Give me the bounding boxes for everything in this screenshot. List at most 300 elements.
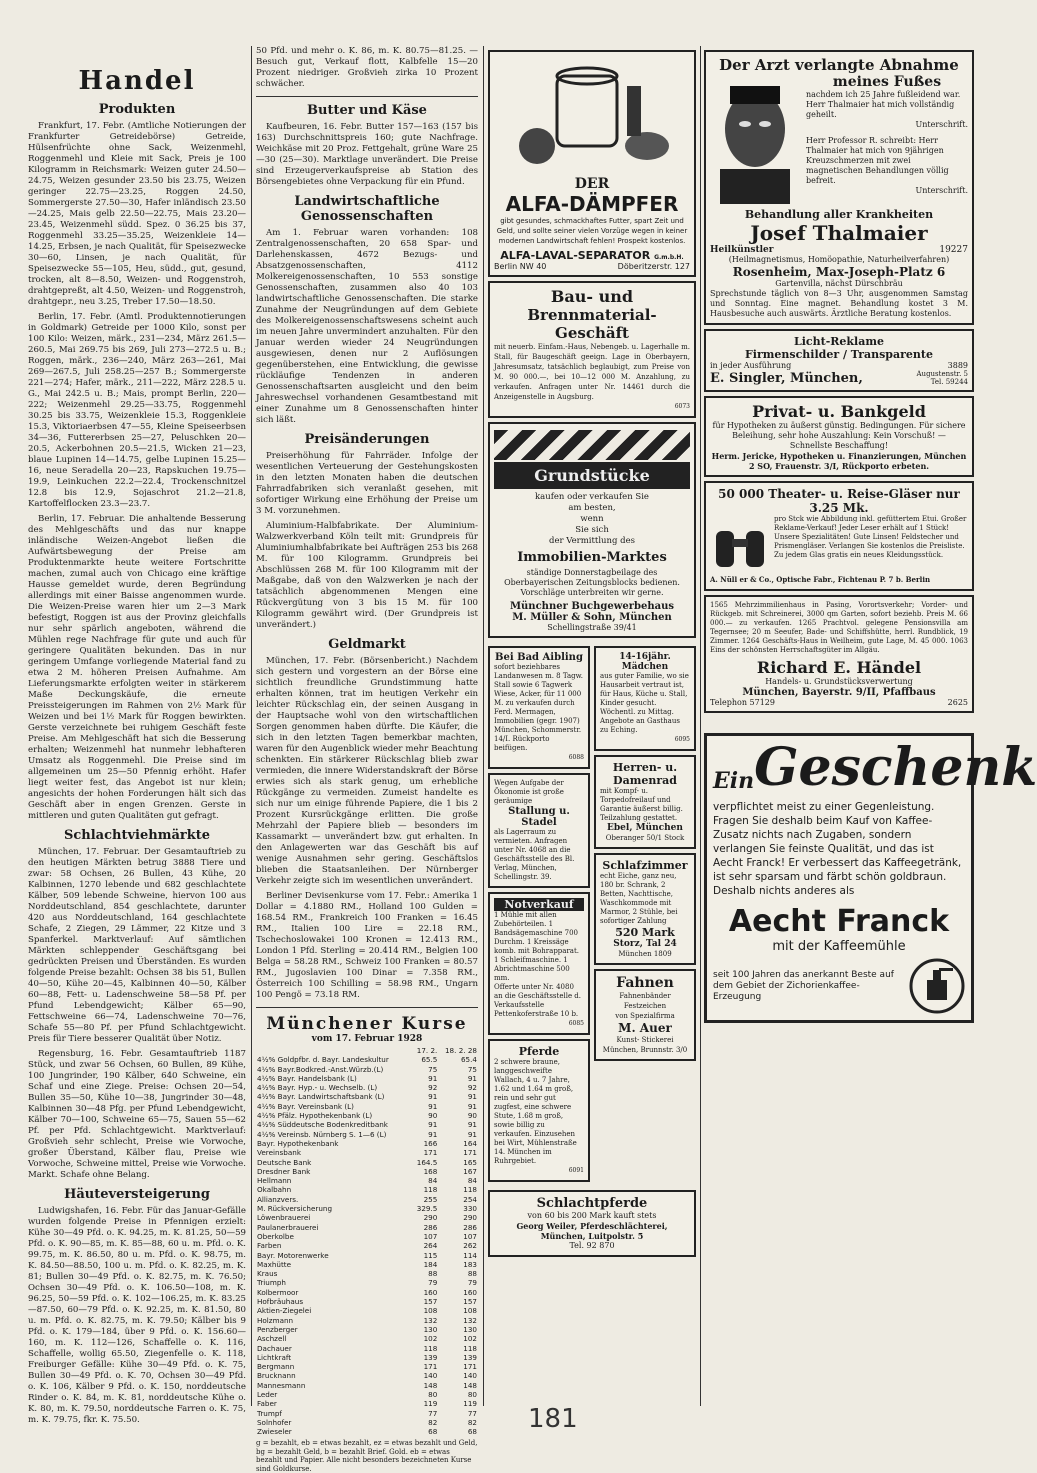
divider [256,96,478,97]
kurse-cell-a: 91 [428,1073,438,1083]
immob-tel: Telephon 57129 [710,698,775,707]
ad-theater [704,481,974,591]
schlaf-city: München [618,950,652,958]
kurse-cell-name: Brucknann [257,1371,296,1381]
theater-title: 50 000 Theater- u. Reise-Gläser nur 3.25 Mk. [718,487,960,515]
kurse-cell-b: 160 [463,1287,477,1297]
fahnen-firm: M. Auer [618,1021,672,1035]
kurse-cell-name: Okalbahn [257,1185,292,1195]
herren-firm: Ebel, München [607,823,683,833]
column-markets [256,46,478,1473]
kurse-cell-a: 92 [428,1083,438,1093]
kurse-cell-name: Solnhofer [257,1417,292,1427]
kurse-cell-name: M. Rückversicherung [257,1204,333,1214]
kurse-row [256,1074,478,1083]
kurse-cell-b: 68 [467,1427,477,1437]
kurse-cell-a: 157 [423,1297,438,1307]
kurse-cell-name: 4½% Bayr.Bodkred.-Anst.Würzb.(L) [257,1064,384,1074]
kurse-cell-a: 91 [428,1101,438,1111]
franck-tag-1: mit der Kaffeemühle [772,939,906,954]
privat-firm: Herm. Jericke, Hypotheken u. Finanzierungen, München 2 SO, Frauenstr. 3/I, Rückporto erbeten. [711,451,967,471]
kurse-cell-b: 290 [463,1213,477,1223]
kurse-cell-a: 140 [423,1371,438,1381]
kurse-row [256,1278,478,1287]
genossen-heading: Landwirtschaftliche Genossenschaften [294,194,440,224]
kurse-cell-b: 118 [463,1343,477,1353]
kurse-cell-a: 91 [428,1129,438,1139]
kurse-cell-b: 130 [463,1324,477,1334]
kurse-heading: Münchener Kurse [266,1014,468,1034]
ad-privat [704,396,974,477]
kurse-cell-b: 119 [463,1399,477,1409]
kurse-cell-name: Farben [257,1241,282,1251]
kurse-cell-b: 84 [467,1176,477,1186]
kurse-cell-name: Trumpf [257,1408,282,1418]
ad-aibling [488,646,590,769]
fahnen-line-1: Fahnenbänder [619,992,671,1000]
schlachtpferde-firm: Georg Weiler, Pferdeschlächterei, München, Luitpolstr. 5 [516,1221,668,1241]
bau-title-1: Bau- und [550,287,634,306]
kurse-cell-b: 171 [463,1362,477,1372]
kurse-row [256,1055,478,1064]
kurse-cell-b: 108 [463,1306,477,1316]
kurse-row [256,1353,478,1362]
kurse-cell-name: 4½% Vereinsb. Nürnberg S. 1—6 (L) [257,1129,387,1139]
kurse-cell-b: 140 [463,1371,477,1381]
kurse-col-b: 18. 2. 28 [444,1046,477,1055]
fahnen-line-2: Festzeichen [623,1002,667,1010]
kurse-cell-name: 4½% Bayr. Landwirtschaftsbank (L) [257,1092,385,1102]
maedchen-code: 6095 [674,736,690,743]
kurse-cell-name: Aschzell [257,1334,287,1344]
haeute-continued: 50 Pfd. und mehr o. K. 86, m. K. 80.75—81.25. — Besuch gut, Verkauf flott, Kalbfelle 15—20 Prozent niedriger. Großvieh zirka 10 Prozent schwächer. [256,46,478,89]
kurse-cell-a: 88 [428,1269,438,1279]
kurse-row [256,1399,478,1408]
herren-addr: Oberanger 50/1 Stock [605,834,685,842]
aibling-text: sofort beziehbares Landanwesen m. 8 Tagw. Stall sowie 6 Tagwerk Wiese, Acker, für 11 000 M. zu verkaufen durch Ferd. Mermagen, Immobilien (gegr. 1907) München, Schommerstr. 14/I. Rückporto beifügen. [494,663,584,752]
kurse-footnote: g = bezahlt, eb = etwas bezahlt, ez = etwas bezahlt und Geld, bg = bezahlt Geld, b = bezahlt Brief. Gold. eb = etwas bezahlt und Papier. Alle nicht besonders bezeichneten Kurse sind Goldkurse. [256,1439,478,1473]
geld-boersenbericht: München, 17. Febr. (Börsenbericht.) Nachdem sich gestern und vorgestern an der Börse eine sichtlich freundliche Grundstimmung hatte erhalten können, trat im heutigen Verkehr ein leichter Rückschlag ein, der seinen Ausgang in der Hauptsache wohl von den wirtschaftlichen Sorgen genommen haben dürfte. Die Käufer, die sich in den letzten Tagen bemerkbar machten, waren für den Augenblick wieder mehr Beachtung schenkten. Ein stärkerer Rückschlag blieb zwar vermieden, die innere Widerstandskraft der Börse erwies sich als stark genug, um erhebliche Rückgänge zu vermeiden. Zumeist handelte es sich nur um einige führende Papiere, die 1 bis 2 Prozent Kursrückgänge erlitten. Die große Mehrzahl der Papiere blieb — besonders im Kassamarkt — unverändert bzw. gut erhalten. In den Anlagewerten war das Geschäft bis auf wenige Ausnahmen sehr gering. Geschäftslos blieben die Staatsanleihen. Der Nürnberger Verkehr zeigte sich im wesentlichen unverändert. [256,656,478,886]
kurse-cell-name: Mannesmann [257,1380,306,1390]
alfa-company-suffix: G.m.b.H. [654,254,684,261]
kurse-cell-a: 118 [423,1185,438,1195]
kurse-cell-a: 84 [428,1176,438,1186]
kurse-cell-a: 68 [428,1427,438,1437]
kurse-cell-a: 255 [423,1194,438,1204]
kurse-cell-a: 160 [423,1287,438,1297]
immob-addr: München, Bayerstr. 9/II, Pfaffbaus [742,687,936,698]
schlaf-price: 520 Mark [615,926,675,939]
theater-text: pro Stck wie Abbildung inkl. gefüttertem Etui. Großer Reklame-Verkauf! Jeder Leser erhält auf 1 Stück! Unsere Spezialitäten! Gute Linsen! Feldstecher und Prismengläser. Verlangen Sie kostenlos die Preisliste. Zu jedem Glas gratis ein neues Kleidungsstück. [774,515,967,559]
kurse-row [256,1232,478,1241]
kurse-cell-b: 167 [463,1166,477,1176]
kurse-row [256,1213,478,1222]
kurse-col-a: 17. 2. [416,1046,438,1055]
franck-title-1: Ein [713,768,755,794]
schlachtpferde-title: Schlachtpferde [536,1196,648,1211]
kurse-cell-a: 75 [428,1064,438,1074]
kurse-cell-b: 183 [463,1259,477,1269]
arzt-addr: Rosenheim, Max-Joseph-Platz 6 [732,265,946,279]
kurse-row [256,1130,478,1139]
fahnen-title: Fahnen [616,975,674,991]
kurse-cell-b: 114 [463,1250,477,1260]
pferde-code: 6091 [568,1167,584,1174]
notverkauf-code: 6085 [568,1020,584,1027]
kurse-cell-b: 254 [463,1194,477,1204]
arzt-method: (Heilmagnetismus, Homöopathie, Naturheilverfahren) [728,255,950,264]
ad-maedchen [594,646,696,751]
kurse-cell-a: 286 [423,1222,438,1232]
ad-schlachtpferde [488,1190,696,1257]
kurse-cell-a: 77 [428,1408,438,1418]
produkten-berlin: Berlin, 17. Febr. (Amtl. Produktennotierungen in Goldmark) Getreide per 1000 Kilo, sonst per 100 Kilo: Weizen, märk., 231—234, März 261.5—260.5, Mai 269.75 bis 269, Juli 273—272.5 u. B.; Roggen, märk., 236—240, März 263—261, Mai 269—267.5, Juli 258.25—257 B.; Sommergerste 221—274; Hafer, märk., 211—222, März 228.5 u. G., Mai 242.5 u. B.; Mais, prompt Berlin, 220—222; Weizenmehl 29.25—33.75, Roggenmehl 30.25 bis 33.75, Weizenkleie 15.3, Roggenkleie 15.3, Viktoriaerbsen 47—55, Kleine Speiseerbsen 34—36, Futtererbsen 25—27, Peluschken 20—20.5, Ackerbohnen 20.5—21.5, Wicken 21—23, blaue Lupinen 14—14.75, gelbe Lupinen 15.25—16, neue Seradella 20—23, Rapskuchen 19.75—19.9, Leinkuchen 22.2—22.4, Trockenschnitzel 12.8 bis 12.9, Sojaschrot 21.2—21.8, Kartoffelflocken 23.3—23.7. [28,312,246,509]
butter-heading: Butter und Käse [307,103,427,118]
kurse-row [256,1362,478,1371]
alfa-street: Döberitzerstr. 127 [617,262,690,271]
kurse-row [256,1316,478,1325]
alfa-der: DER [574,176,610,192]
aibling-code: 6088 [568,754,584,761]
divider [256,1007,478,1008]
kurse-row [256,1371,478,1380]
kurse-cell-b: 92 [467,1083,477,1093]
ad-franck [704,733,1037,1023]
pferde-text: 2 schwere braune, langgeschweifte Wallach, 4 u. 7 Jahre, 1.62 und 1.64 m groß, rein und sehr gut zugfest, eine schwere Stute, 1.68 m groß, sowie billig zu verkaufen. Einzusehen bei Wirt, Mühlenstraße 14. München im Ruhrgebiet. [494,1058,577,1165]
kurse-date: vom 17. Februar 1928 [311,1034,423,1044]
kurse-row [256,1334,478,1343]
immob-sub: Handels- u. Grundstücksverwertung [765,677,913,686]
licht-tel: Tel. 59244 [930,378,968,386]
column-rule [700,46,701,1406]
bau-code: 6073 [674,403,690,410]
kurse-cell-a: 171 [423,1148,438,1158]
kurse-cell-name: Holzmann [257,1315,294,1325]
fahnen-line-4: Kunst- Stickerei [616,1036,674,1044]
franck-title-2: Geschenk [754,737,1037,798]
arzt-signature-2: Unterschrift. [915,186,968,195]
kurse-row [256,1158,478,1167]
alfa-steamer-icon [497,56,687,176]
grund-line-1: kaufen oder verkaufen Sie [535,492,649,502]
column-ads-right [704,46,1037,1406]
kurse-cell-name: Faber [257,1399,277,1409]
grund-line-3: wenn [580,514,604,524]
kurse-cell-a: 168 [423,1166,438,1176]
kurse-row [256,1148,478,1157]
kurse-row [256,1418,478,1427]
kurse-cell-a: 264 [423,1241,438,1251]
kurse-cell-a: 118 [423,1343,438,1353]
kurse-cell-name: Maxhütte [257,1259,292,1269]
kurse-row [256,1409,478,1418]
kurse-cell-name: Kolbermoor [257,1287,299,1297]
kurse-row [256,1390,478,1399]
kurse-cell-b: 75 [467,1064,477,1074]
kurse-cell-name: Penzberger [257,1324,298,1334]
kurse-cell-b: 164 [463,1138,477,1148]
kurse-row [256,1176,478,1185]
kurse-cell-a: 139 [423,1352,438,1362]
ad-bau [488,281,696,418]
kurse-cell-b: 157 [463,1297,477,1307]
kurse-cell-name: Dresdner Bank [257,1166,311,1176]
kurse-cell-name: Triumph [257,1278,286,1288]
kurse-cell-b: 102 [463,1334,477,1344]
kurse-row [256,1139,478,1148]
geld-heading: Geldmarkt [328,637,406,652]
arzt-behandlung: Behandlung aller Krankheiten [744,208,934,221]
kurse-row [256,1381,478,1390]
privat-title: Privat- u. Bankgeld [752,402,926,421]
kurse-cell-b: 91 [467,1101,477,1111]
arzt-num: 19227 [939,245,968,255]
butter-text: Kaufbeuren, 16. Febr. Butter 157—163 (157 bis 163) Durchschnittspreis 160; gute Nachfrage. Weichkäse mit 20 Proz. Fettgehalt, grüne Ware 25—30 (25—30). Marktlage unverändert. Die Preise sind Erzeugerverkaufspreise ab Station des Börsengebietes ohne Verpackung für ein Pfund. [256,122,478,187]
ad-pferde [488,1039,590,1182]
stallung-text-2: als Lagerraum zu vermieten. Anfragen unter Nr. 4068 an die Geschäftsstelle des Bl. Verlag, München, Schellingstr. 39. [494,828,575,881]
kurse-cell-name: Hellmann [257,1176,292,1186]
kurse-row [256,1325,478,1334]
licht-code: 3889 [947,361,968,370]
arzt-name: Josef Thalmaier [750,221,928,245]
ad-schlafzimmer [594,853,696,965]
bau-title-2: Brennmaterial-Geschäft [527,306,657,342]
kurse-cell-name: Bayr. Motorenwerke [257,1250,329,1260]
kurse-cell-b: 82 [467,1417,477,1427]
kurse-cell-name: Aktien-Ziegelei [257,1306,312,1316]
kurse-cell-a: 329.5 [416,1204,438,1214]
kurse-cell-b: 77 [467,1408,477,1418]
kurse-row [256,1102,478,1111]
alfa-illustration [494,56,690,176]
maedchen-text: aus guter Familie, wo sie Hausarbeit vertraut ist, für Haus, Küche u. Stall, Kinder gesucht. Wöchentl. zu Mittag. Angebote an Gasthaus zu Eching. [600,672,689,734]
kurse-row [256,1251,478,1260]
kurse-cell-name: Allianzvers. [257,1194,299,1204]
kurse-col-name [256,1046,412,1055]
kurse-cell-b: 262 [463,1241,477,1251]
kurse-cell-b: 91 [467,1120,477,1130]
kurse-cell-a: 119 [423,1399,438,1409]
schlachtpferde-text: von 60 bis 200 Mark kauft stets [527,1211,657,1220]
kurse-row [256,1083,478,1092]
alfa-desc: gibt gesundes, schmackhaftes Futter, spart Zeit und Geld, und sollte seiner vielen Vorzüge wegen in keiner modernen Landwirtschaft fehlen! Prospekt kostenlos. [496,217,688,245]
arzt-signature-1: Unterschrift. [915,120,968,129]
kurse-row [256,1167,478,1176]
schlachtvieh-heading: Schlachtviehmärkte [63,828,210,843]
kurse-cell-a: 130 [423,1324,438,1334]
grund-title: Grundstücke [494,462,690,489]
kurse-cell-name: Vereinsbank [257,1148,301,1158]
aibling-title: Bei Bad Aibling [495,652,583,663]
immob-firm: Richard E. Händel [756,658,922,677]
pferde-title: Pferde [518,1045,560,1058]
licht-street: Augustenstr. 5 [916,370,968,378]
column-rule [251,46,252,1406]
kurse-cell-b: 148 [463,1380,477,1390]
kurse-cell-b: 286 [463,1222,477,1232]
ad-herren [594,755,696,849]
kurse-cell-name: Hofbräuhaus [257,1297,304,1307]
arzt-title-1: Der Arzt verlangte Abnahme [719,56,959,74]
stallung-title: Stallung u. Stadel [508,806,570,828]
immob-code: 2625 [947,698,968,707]
kurse-cell-a: 164.5 [416,1157,438,1167]
kurse-cell-a: 91 [428,1092,438,1102]
kurse-row [256,1297,478,1306]
kurse-cell-a: 82 [428,1417,438,1427]
ad-grundstuecke [488,422,696,638]
kurse-cell-b: 118 [463,1185,477,1195]
fahnen-line-3: von Spezialfirma [615,1012,675,1020]
kurse-cell-a: 132 [423,1315,438,1325]
kurse-cell-name: Zwieseler [257,1427,292,1437]
kurse-row [256,1427,478,1436]
kurse-row [256,1260,478,1269]
produkten-heading: Produkten [98,102,176,117]
ad-licht [704,329,974,392]
ad-thalmaier [704,50,974,325]
arzt-hours: Sprechstunde täglich von 8—3 Uhr, ausgenommen Samstag und Sonntag. Eine magnet. Behandlung kostet 3 M. Hausbesuche auch auswärts. Ärztliche Beratung kostenlos. [710,289,968,318]
kurse-row [256,1204,478,1213]
kurse-cell-name: Löwenbrauerei [257,1213,311,1223]
kurse-cell-b: 91 [467,1129,477,1139]
kurse-row [256,1344,478,1353]
kurse-row [256,1092,478,1101]
kurse-cell-b: 90 [467,1111,477,1121]
kurse-cell-a: 102 [423,1334,438,1344]
kurse-cell-name: Oberkolbe [257,1231,294,1241]
kurse-cell-name: 4½% Goldpfbr. d. Bayr. Landeskultur [257,1055,389,1065]
kurse-cell-b: 80 [467,1389,477,1399]
schlaf-title: Schlafzimmer [602,859,688,872]
grund-line-4: Sie sich [575,525,609,535]
alfa-city: Berlin NW 40 [494,262,547,271]
alfa-brand: ALFA-DÄMPFER [505,192,679,216]
kurse-cell-a: 184 [423,1259,438,1269]
notverkauf-items: 1 Mühle mit allen Zubehörteilen. 1 Bandsägemaschine 700 Durchm. 1 Kreissäge komb. mit Bohrapparat. 1 Schleifmaschine. 1 Abrichtmaschine 500 mm. [494,911,580,982]
column-ads-middle [488,46,696,1406]
kurse-cell-a: 290 [423,1213,438,1223]
immob-text: 1565 Mehrzimmilienhaus in Pasing, Vorortsverkehr; Vorder- und Rückgeb. mit Schreinerei, 3000 qm Garten, sofort beziehb. Preis M. 66 000.— zu verkaufen. 1265 Prachtvol. gelegene Pensionsvilla am Tegernsee; 20 m Seeufer, Bade- und Schiffshütte, herrl. Rundblick, 19 Zimmer. 1264 Geschäfts-Haus in Weilheim, gute Lage, M. 45 000. 1063 Eins der schönsten Herrschaftsgüter im Allgäu. [710,601,968,654]
kurse-cell-name: 4½% Bayr. Hyp.- u. Wechselb. (L) [257,1083,378,1093]
grund-line-7: Oberbayerischen Zeitungsblocks bedienen. [504,578,680,587]
herren-title: Herren- u. Damenrad [612,761,678,787]
kurse-cell-b: 91 [467,1073,477,1083]
kurse-cell-b: 330 [463,1204,477,1214]
schlachtpferde-tel: Tel. 92 870 [569,1241,615,1250]
grund-stripes [494,430,690,460]
licht-line-2: Firmenschilder / Transparente [744,348,933,361]
herren-text: mit Kompf- u. Torpedofreilauf und Garantie äußerst billig. Teilzahlung gestattet. [600,787,683,822]
schlaf-firm: Storz, Tal 24 [613,939,677,949]
kurse-cell-a: 166 [423,1138,438,1148]
kurse-cell-a: 107 [423,1231,438,1241]
section-title-handel: Handel [78,66,196,96]
kurse-cell-a: 108 [423,1306,438,1316]
arzt-title-2: meines Fußes [832,74,942,90]
produkten-frankfurt: Frankfurt, 17. Febr. (Amtliche Notierungen der Frankfurter Getreidebörse) Getreide, Hülsenfrüchte ohne Sack, Weizenmehl, Roggenmehl und Kleie mit Sack, Preis je 100 Kilogramm in Reichsmark: Weizen guter 24.50—24.75, Weizen gesunder 23.50 bis 23.75, Weizen geringer 22.75—23.25, Roggen 24.50, Sommergerste 27.50—30, Hafer inländisch 23.50—24.25, Mais gelb 22.50—22.75, Mais 23.20—23.45, Weizenmehl südd. Spez. 0 36.25 bis 37, Roggenmehl 33.25—35.25, Weizenkleie 14—14.25, Erbsen, je nach Qualität, für Speisezwecke 30—60, Linsen, je nach Qualität, für Speisezwecke 55—105, Heu, südd., gut, gesund, trocken, alt 8—8.50, Weizen- und Roggenstroh, drahtgepreßt, alt 4.50, Weizen- und Roggenstroh, drahtgepr., neu 3.25, Treber 17.50—18.50. [28,121,246,307]
kurse-row [256,1120,478,1129]
kurse-row [256,1111,478,1120]
geld-devisen: Berliner Devisenkurse vom 17. Febr.: Amerika 1 Dollar = 4.1880 RM., Holland 100 Gulden = 168.54 RM., Frankreich 100 Franken = 16.45 RM., Italien 100 Lire = 22.18 RM., Tschechoslowakei 100 Kronen = 12.413 RM., London 1 Pfd. Sterling = 20.414 RM., Belgien 100 Belga = 58.28 RM., Schweiz 100 Franken = 80.57 RM., Jugoslavien 100 Dinar = 7.358 RM., Österreich 100 Schilling = 58.98 RM., Ungarn 100 Pengö = 73.18 RM. [256,891,478,1000]
kurse-cell-name: Lichtkraft [257,1352,292,1362]
fahnen-line-5: München, Brunnstr. 3/0 [602,1046,688,1054]
column-handel [28,46,246,1425]
franck-tag-2: seit 100 Jahren das anerkannt Beste auf dem Gebiet der Zichorienkaffee-Erzeugung [713,969,894,1002]
ad-notverkauf [488,892,590,1035]
kurse-table [256,1046,478,1436]
page-number: 181 [528,1404,578,1434]
kurse-cell-b: 165 [463,1157,477,1167]
notverkauf-title: Notverkauf [494,898,584,911]
kurse-cell-a: 90 [428,1111,438,1121]
kurse-cell-a: 91 [428,1120,438,1130]
grund-line-5: der Vermittlung des [549,536,635,546]
grund-line-6: ständige Donnerstagbeilage des [526,568,658,577]
kurse-row [256,1241,478,1250]
licht-firm: E. Singler, München, [710,370,863,386]
schlachtvieh-muenchen: München, 17. Februar. Der Gesamtauftrieb zu den heutigen Märkten betrug 3888 Tiere und zwar: 58 Ochsen, 26 Bullen, 43 Kühe, 20 Kalbinnen, 1270 lebende und 682 geschlachtete Kälber, 509 lebende Schweine, hiervon 100 aus Norddeutschland, 854 geschlachtete, darunter 420 aus Norddeutschland, 164 geschlachtete Schafe, 2 Ziegen, 29 Lämmer, 22 Kitze und 3 Spanferkel. Marktverlauf: Auf sämtlichen Märkten schleppender Geschäftsgang bei gedrückten Preisen und Überständen. Es wurden folgende Preise bezahlt: Ochsen 38 bis 51, Bullen 40—50, Kühe 20—45, Kalbinnen 40—50, Kälber 60—88, Fett- u. Ladenschweine 58—58 Pf. per Pfund Lebendgewicht; Kälber 65—90, Fettschweine 66—74, Ladenschweine 70—76, Schafe 55—80 Pf. per Pfund Schlachtgewicht. Preis für Tiere besserer Qualität über Notiz. [28,847,246,1044]
kurse-cell-name: Bayr. Hypothekenbank [257,1138,339,1148]
haeute-heading: Häuteversteigerung [64,1187,210,1202]
arzt-role: Heilkünstler [710,245,774,255]
genossen-text: Am 1. Februar waren vorhanden: 108 Zentralgenossenschaften, 20 658 Spar- und Darlehenskassen, 4672 Bezugs- und Absatzgenossenschaften, 4112 Molkereigenossenschaften, 10 553 sonstige Genossenschaften, zusammen also 40 103 landwirtschaftliche Genossenschaften. Die starke Zunahme der Neugründungen auf dem Gebiete des Molkereigenossenschaftswesens scheint auch im neuen Jahre unvermindert anzuhalten. Für den Januar werden wieder 24 Neugründungen ausgewiesen, denen nur 2 Auflösungen gegenüberstehen, eine Entwicklung, die gewisse rückläufige Tendenzen in anderen Genossenschaftsarten ausgleicht und den beim Jahreswechsel vorhandenen Gesamtbestand mit einer Zunahme um 8 Genossenschaften hinter sich läßt. [256,228,478,425]
kurse-cell-a: 148 [423,1380,438,1390]
kurse-cell-name: Deutsche Bank [257,1157,312,1167]
franck-text: verpflichtet meist zu einer Gegenleistung. Fragen Sie deshalb beim Kauf von Kaffee-Zusatz nichts nach Zugaben, sondern verlangen Sie feinste Qualität, und das ist Aecht Franck! Er verbessert das Kaffeegetränk, ist sehr sparsam und färbt schön goldbraun. Deshalb nichts anderes als [713,801,962,897]
ad-alfa [488,50,696,277]
kurse-cell-a: 115 [423,1250,438,1260]
grund-line-2: am besten, [568,503,616,513]
preis-heading: Preisänderungen [304,432,430,447]
stallung-text: Wegen Aufgabe der Ökonomie ist große geräumige [494,779,564,805]
arzt-addr-2: Gartenvilla, nächst Dürschbräu [775,279,903,288]
grund-addr: Schellingstraße 39/41 [547,623,637,632]
kurse-cell-name: 4½% Süddeutsche Bodenkreditbank [257,1120,388,1130]
kurse-cell-b: 132 [463,1315,477,1325]
grund-org-2: M. Müller & Sohn, München [512,612,672,623]
haeute-ludwigshafen: Ludwigshafen, 16. Febr. Für das Januar-Gefälle wurden folgende Preise in Pfennigen erzielt: Kühe 30—49 Pfd. o. K. 94.25, m. K. 81.25, 50—59 Pfd. o. K. 90—85, m. K. 85—88, 60 u. m. Pfd. o. K. 99.75, m. K. 86.50, 80 u. m. Pfd. o. K. 98.75, m. K. 84.50—88.50, 100 u. m. Pfd. o. K. 82.25, m. K. 81; Bullen 30—49 Pfd. o. K. 82.75, m. K. 76.50; Ochsen 30—49 Pfd. o. K. 106.50—108, m. K. 96.25, 50—59 Pfd. o. K. 102—106.25, m. K. 83.25—87.50, 60—79 Pfd. o. K. 92.25, m. K. 81.50, 80 u. m. Pfd. o. K. 82.75, m. K. 79.50; Kälber bis 9 Pfd. o. K. 179—184, über 9 Pfd. o. K. 156.60—160, m. K. 112—126, Schaffelle o. K. 116, Schaffelle, wollig 65.50, Ziegenfelle o. K. 118, Freiburger Gefälle: Kühe 30—49 Pfd. o. K. 75, Bullen 30—49 Pfd. o. K. 70, Ochsen 30—49 Pfd. o. K. 106, Kälber 9 Pfd. o. K. 150, norddeutsche Rinder o. K. 84, m. K. 81, norddeutsche Kühe o. K. 80, m. K. 79.50, norddeutsche Farren o. K. 75, m. K. 79.75, fkr. K. 75.50. [28,1206,246,1425]
kurse-cell-name: 4½% Bayr. Handelsbank (L) [257,1073,357,1083]
kurse-cell-name: 4½% Pfälz. Hypothekenbank (L) [257,1111,373,1121]
column-rule [483,46,484,1406]
kurse-cell-name: Leder [257,1389,278,1399]
ad-fahnen [594,969,696,1061]
kurse-cell-b: 65.4 [460,1055,477,1065]
licht-line-3: in jeder Ausführung [710,361,792,370]
schlaf-code: 1809 [653,950,672,958]
alfa-company: ALFA-LAVAL-SEPARATOR [500,249,651,262]
kurse-cell-name: Kraus [257,1269,278,1279]
kurse-cell-a: 80 [428,1389,438,1399]
grund-line-8: Vorschläge unterbreiten wir gerne. [520,588,664,597]
grund-title-2: Immobilien-Marktes [517,550,667,565]
kurse-cell-name: Bergmann [257,1362,295,1372]
kurse-cell-a: 79 [428,1278,438,1288]
kurse-cell-b: 88 [467,1269,477,1279]
kurse-row [256,1185,478,1194]
kurse-row [256,1306,478,1315]
theater-firm: A. Nüll er & Co., Optische Fabr., Fichtenau P. 7 b. Berlin [710,575,931,584]
franck-brand: Aecht Franck [728,904,950,939]
portrait-icon [710,74,800,204]
licht-line-1: Licht-Reklame [794,335,884,348]
arzt-text-1: nachdem ich 25 Jahre fußleidend war. Herr Thalmaier hat mich vollständig geheilt. [806,90,961,119]
kurse-row [256,1065,478,1074]
grund-org-1: Münchner Buchgewerbehaus [509,601,675,612]
arzt-text-2: Herr Professor R. schreibt: Herr Thalmaier hat mich von 9jährigen Kreuzschmerzen mit zwei magnetischen Behandlungen völlig befreit. [806,136,949,185]
kurse-cell-name: 4½% Bayr. Vereinsbank (L) [257,1101,354,1111]
